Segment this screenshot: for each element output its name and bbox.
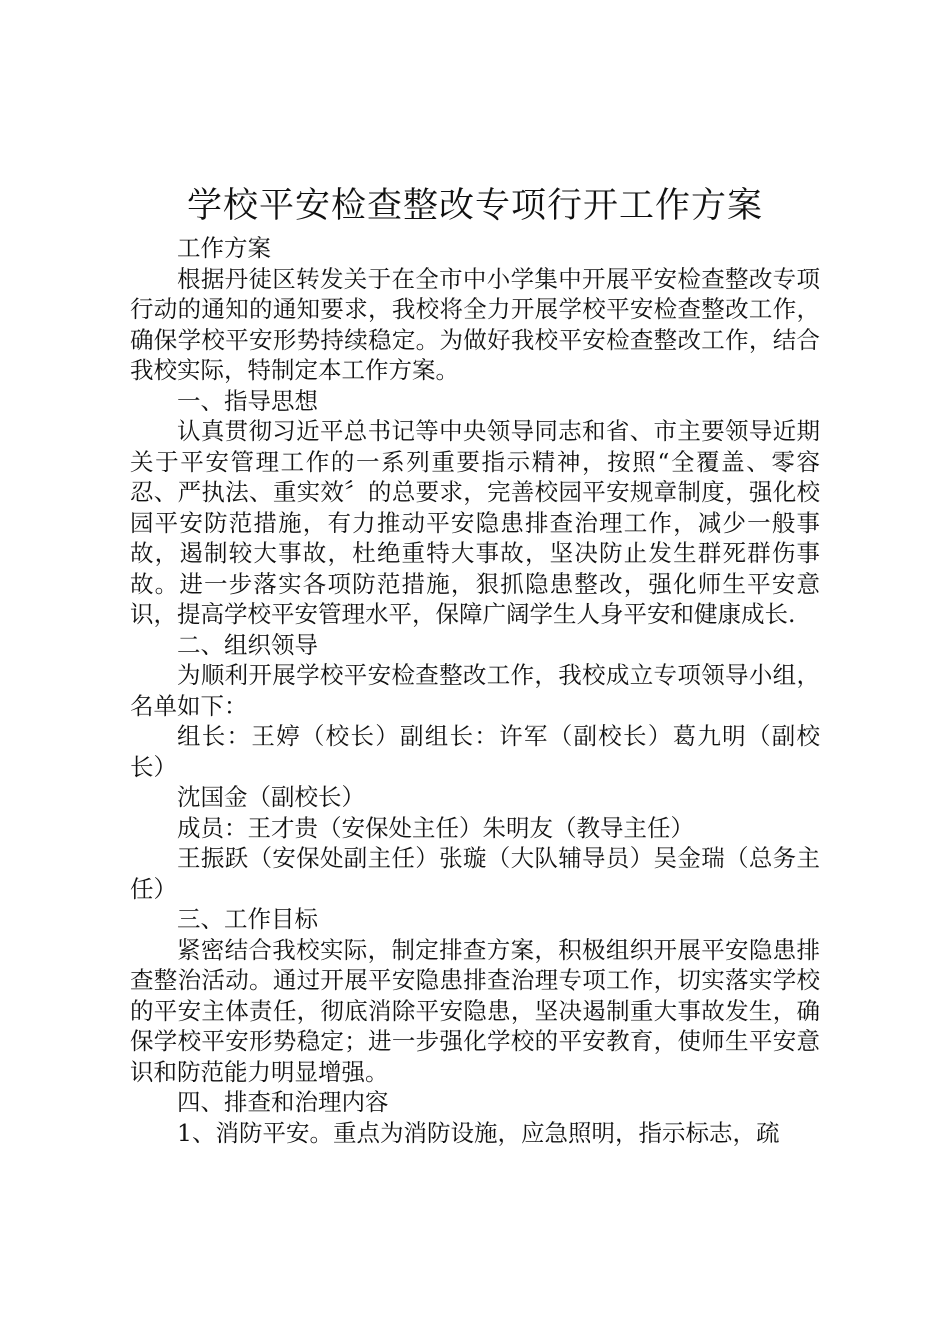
- paragraph-goals: 紧密结合我校实际，制定排查方案，积极组织开展平安隐患排查整治活动。通过开展平安隐患排查治理专项工作，切实落实学校的平安主体责任，彻底消除平安隐患，坚决遏制重大事故发生，确保学校平安形势稳定；进一步强化学校的平安教育，使师生平安意识和防范能力明显增强。: [130, 935, 820, 1086]
- section-heading-inspection-content: 四、排查和治理内容: [177, 1088, 389, 1116]
- document-title: 学校平安检查整改专项行开工作方案: [186, 186, 763, 226]
- paragraph-members-continued: 王振跃（安保处副主任）张璇（大队辅导员）吴金瑞（总务主任）: [130, 844, 820, 903]
- paragraph-vice-leader: 沈国金（副校长）: [177, 783, 365, 811]
- section-heading-organization: 二、组织领导: [177, 630, 318, 659]
- section-heading-goals: 三、工作目标: [177, 905, 318, 933]
- paragraph-fire-safety: 1、消防平安。重点为消防设施，应急照明，指示标志，疏: [177, 1118, 780, 1147]
- paragraph-members: 成员：王才贵（安保处主任）朱明友（教导主任）: [177, 813, 694, 842]
- paragraph-heading-work-plan: 工作方案: [177, 234, 271, 262]
- paragraph-intro: 根据丹徒区转发关于在全市中小学集中开展平安检查整改专项行动的通知的通知要求，我校将全力开展学校平安检查整改工作，确保学校平安形势持续稳定。为做好我校平安检查整改工作，结合我校实际，特制定本工作方案。: [130, 264, 820, 384]
- paragraph-guiding-ideology: 认真贯彻习近平总书记等中央领导同志和省、市主要领导近期关于平安管理工作的一系列重要指示精神，按照“全覆盖、零容忍、严执法、重实效〞的总要求，完善校园平安规章制度，强化校园平安防范措施，有力推动平安隐患排查治理工作，减少一般事故，遏制较大事故，杜绝重特大事故，坚决防止发生群死群伤事故。进一步落实各项防范措施，狠抓隐患整改，强化师生平安意识，提高学校平安管理水平，保障广阔学生人身平安和健康成长.: [130, 417, 820, 628]
- section-heading-guiding-ideology: 一、指导思想: [177, 386, 318, 415]
- paragraph-organization: 为顺利开展学校平安检查整改工作，我校成立专项领导小组，名单如下：: [130, 661, 820, 720]
- document-body: [130, 233, 820, 1148]
- paragraph-leaders: 组长：王婷（校长）副组长：许军（副校长）葛九明（副校长）: [130, 722, 820, 781]
